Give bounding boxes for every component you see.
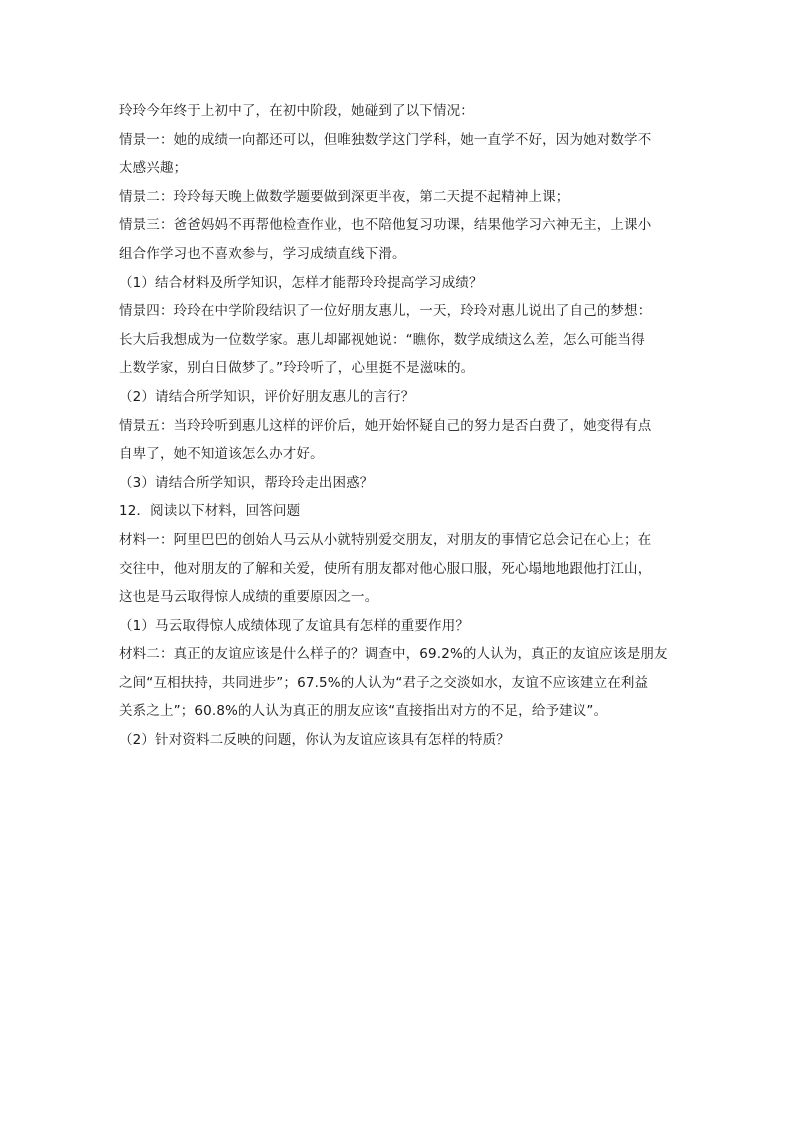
text-line-intro: 玲玲今年终于上初中了，在初中阶段，她碰到了以下情况： [119,103,474,119]
question-12-1: （1）马云取得惊人成绩体现了友谊具有怎样的重要作用？ [119,617,469,634]
question-12-2: （2）针对资料二反映的问题，你认为友谊应该具有怎样的特质？ [119,732,510,749]
question-1: （1）结合材料及所学知识，怎样才能帮玲玲提高学习成绩？ [119,274,483,291]
text-line-scenario-4-cont-2: 上数学家，别白日做梦了。”玲玲听了，心里挺不是滋味的。 [119,360,475,377]
text-line-material-2-cont-1: 之间“互相扶持，共同进步”；67.5%的人认为“君子之交淡如水，友谊不应该建立在利益 [119,674,649,691]
question-3: （3）请结合所学知识，帮玲玲走出困惑？ [119,474,374,491]
text-line-material-1-cont-2: 这也是马云取得惊人成绩的重要原因之一。 [119,589,379,606]
text-line-scenario-5: 情景五：当玲玲听到惠儿这样的评价后，她开始怀疑自己的努力是否白费了，她变得有点 [119,417,652,434]
document-body [119,97,681,755]
text-line-scenario-1: 情景一：她的成绩一向都还可以，但唯独数学这门学科，她一直学不好，因为她对数学不 [119,131,652,148]
text-line-material-2: 材料二：真正的友谊应该是什么样子的？调查中，69.2%的人认为，真正的友谊应该是朋友 [119,646,668,663]
text-line-material-2-cont-2: 关系之上”；60.8%的人认为真正的朋友应该“直接指出对方的不足，给予建议”。 [119,703,608,720]
question-2: （2）请结合所学知识，评价好朋友惠儿的言行？ [119,388,415,405]
text-line-scenario-5-cont: 自卑了，她不知道该怎么办才好。 [119,446,324,463]
text-line-material-1: 材料一：阿里巴巴的创始人马云从小就特别爱交朋友，对朋友的事情它总会记在心上；在 [119,531,652,548]
text-line-scenario-4: 情景四：玲玲在中学阶段结识了一位好朋友惠儿，一天，玲玲对惠儿说出了自己的梦想： [119,303,652,320]
problem-12-heading: 12．阅读以下材料，回答问题 [119,503,301,520]
text-line-scenario-4-cont-1: 长大后我想成为一位数学家。惠儿却鄙视她说：“瞧你，数学成绩这么差，怎么可能当得 [119,331,645,348]
text-line-scenario-1-cont: 太感兴趣； [119,160,188,177]
text-line-scenario-3-cont: 组合作学习也不喜欢参与，学习成绩直线下滑。 [119,245,406,262]
text-line-scenario-2: 情景二：玲玲每天晚上做数学题要做到深更半夜，第二天提不起精神上课； [119,188,570,205]
text-line-scenario-3: 情景三：爸爸妈妈不再帮他检查作业，也不陪他复习功课，结果他学习六神无主，上课小 [119,217,652,234]
text-line-material-1-cont-1: 交往中，他对朋友的了解和关爱，使所有朋友都对他心服口服，死心塌地地跟他打江山， [119,560,652,577]
